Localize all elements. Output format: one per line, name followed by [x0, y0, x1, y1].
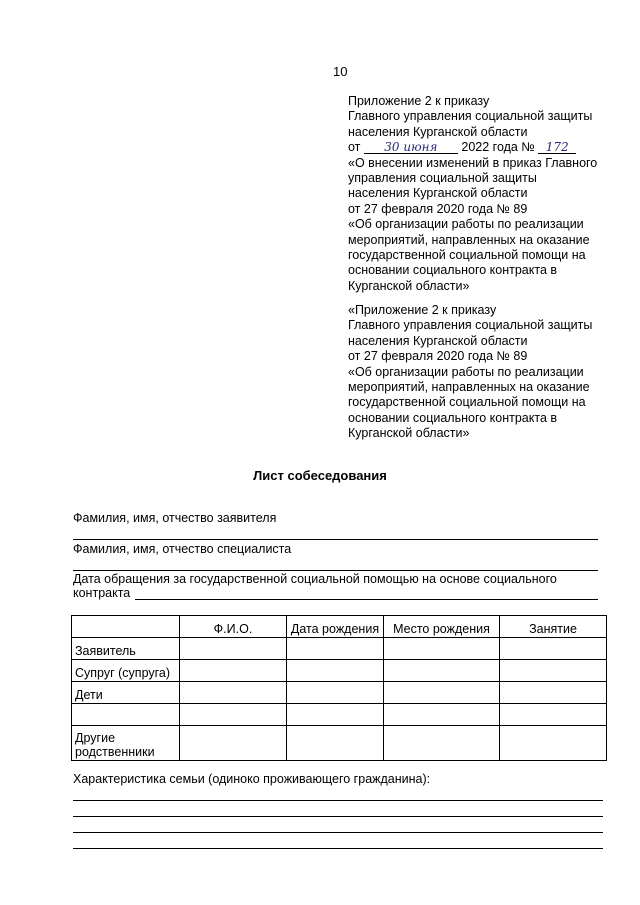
- date-year: 2022 года №: [461, 140, 535, 155]
- table-cell[interactable]: [180, 638, 287, 660]
- row-label: Заявитель: [72, 638, 180, 660]
- header-cell: Занятие: [500, 616, 607, 638]
- appendix-line: основании социального контракта в: [348, 410, 558, 425]
- applicant-name-label: Фамилия, имя, отчество заявителя: [73, 511, 277, 525]
- appendix-block: [348, 303, 618, 442]
- appendix-line: мероприятий, направленных на оказание: [348, 380, 590, 395]
- appendix-line: от 27 февраля 2020 года № 89: [348, 349, 528, 364]
- appeal-date-label: Дата обращения за государственной социальной помощью на основе социального: [73, 572, 557, 586]
- applicant-name-line[interactable]: [73, 539, 598, 540]
- appeal-date-label-cont: контракта: [73, 586, 131, 600]
- header-line: управления социальной защиты: [348, 171, 537, 186]
- table-cell[interactable]: [180, 726, 287, 761]
- order-number-blank: [538, 141, 576, 154]
- row-label: Другие родственники: [72, 726, 180, 761]
- document-title: Лист собеседования: [253, 468, 387, 483]
- table-cell[interactable]: [500, 682, 607, 704]
- specialist-name-line[interactable]: [73, 570, 598, 571]
- header-line: «О внесении изменений в приказ Главного: [348, 155, 598, 170]
- table-cell[interactable]: [500, 726, 607, 761]
- family-characteristic-label: Характеристика семьи (одиноко проживающего гражданина):: [73, 772, 431, 786]
- table-cell[interactable]: [384, 726, 500, 761]
- characteristic-line[interactable]: [73, 848, 603, 849]
- handwritten-date: 30 июня: [384, 140, 438, 155]
- order-date-line: [348, 140, 618, 155]
- header-line: «Об организации работы по реализации: [348, 217, 584, 232]
- header-cell: Место рождения: [384, 616, 500, 638]
- header-line: государственной социальной помощи на: [348, 248, 586, 263]
- header-line: основании социального контракта в: [348, 263, 558, 278]
- table-row: [72, 638, 607, 660]
- table-cell[interactable]: [287, 726, 384, 761]
- table-cell[interactable]: [500, 638, 607, 660]
- handwritten-order-number: 172: [545, 140, 569, 155]
- appendix-line: Главного управления социальной защиты: [348, 318, 593, 333]
- specialist-name-label: Фамилия, имя, отчество специалиста: [73, 542, 292, 556]
- table-cell[interactable]: [500, 660, 607, 682]
- table-row: [72, 660, 607, 682]
- table-row: [72, 704, 607, 726]
- row-label: [72, 704, 180, 726]
- header-line: Курганской области»: [348, 278, 470, 293]
- appeal-date-line[interactable]: [135, 599, 598, 600]
- page-number: 10: [333, 64, 348, 79]
- table-cell[interactable]: [384, 704, 500, 726]
- table-cell[interactable]: [287, 704, 384, 726]
- table-row: [72, 726, 607, 761]
- header-cell: [72, 616, 180, 638]
- table-cell[interactable]: [180, 682, 287, 704]
- table-cell[interactable]: [180, 660, 287, 682]
- characteristic-line[interactable]: [73, 816, 603, 817]
- table-header-row: [72, 616, 607, 638]
- header-cell: Дата рождения: [287, 616, 384, 638]
- order-header-block: [348, 94, 618, 294]
- header-line: населения Курганской области: [348, 124, 528, 139]
- table-cell[interactable]: [384, 638, 500, 660]
- row-label: Дети: [72, 682, 180, 704]
- table-cell[interactable]: [384, 682, 500, 704]
- characteristic-line[interactable]: [73, 800, 603, 801]
- date-blank: [364, 141, 458, 154]
- header-line: Приложение 2 к приказу: [348, 94, 490, 108]
- table-cell[interactable]: [287, 660, 384, 682]
- table-cell[interactable]: [287, 638, 384, 660]
- header-line: от 27 февраля 2020 года № 89: [348, 201, 528, 216]
- table-cell[interactable]: [180, 704, 287, 726]
- appendix-line: населения Курганской области: [348, 333, 528, 348]
- table-cell[interactable]: [287, 682, 384, 704]
- row-label: Супруг (супруга): [72, 660, 180, 682]
- appendix-line: «Об организации работы по реализации: [348, 364, 584, 379]
- characteristic-line[interactable]: [73, 832, 603, 833]
- header-line: населения Курганской области: [348, 186, 528, 201]
- table-cell[interactable]: [500, 704, 607, 726]
- header-line: Главного управления социальной защиты: [348, 109, 593, 124]
- family-table: [71, 615, 607, 761]
- appendix-line: «Приложение 2 к приказу: [348, 303, 497, 317]
- date-prefix: от: [348, 140, 361, 155]
- appendix-line: государственной социальной помощи на: [348, 395, 586, 410]
- header-line: мероприятий, направленных на оказание: [348, 232, 590, 247]
- appendix-line: Курганской области»: [348, 426, 470, 441]
- header-cell: Ф.И.О.: [180, 616, 287, 638]
- table-cell[interactable]: [384, 660, 500, 682]
- table-row: [72, 682, 607, 704]
